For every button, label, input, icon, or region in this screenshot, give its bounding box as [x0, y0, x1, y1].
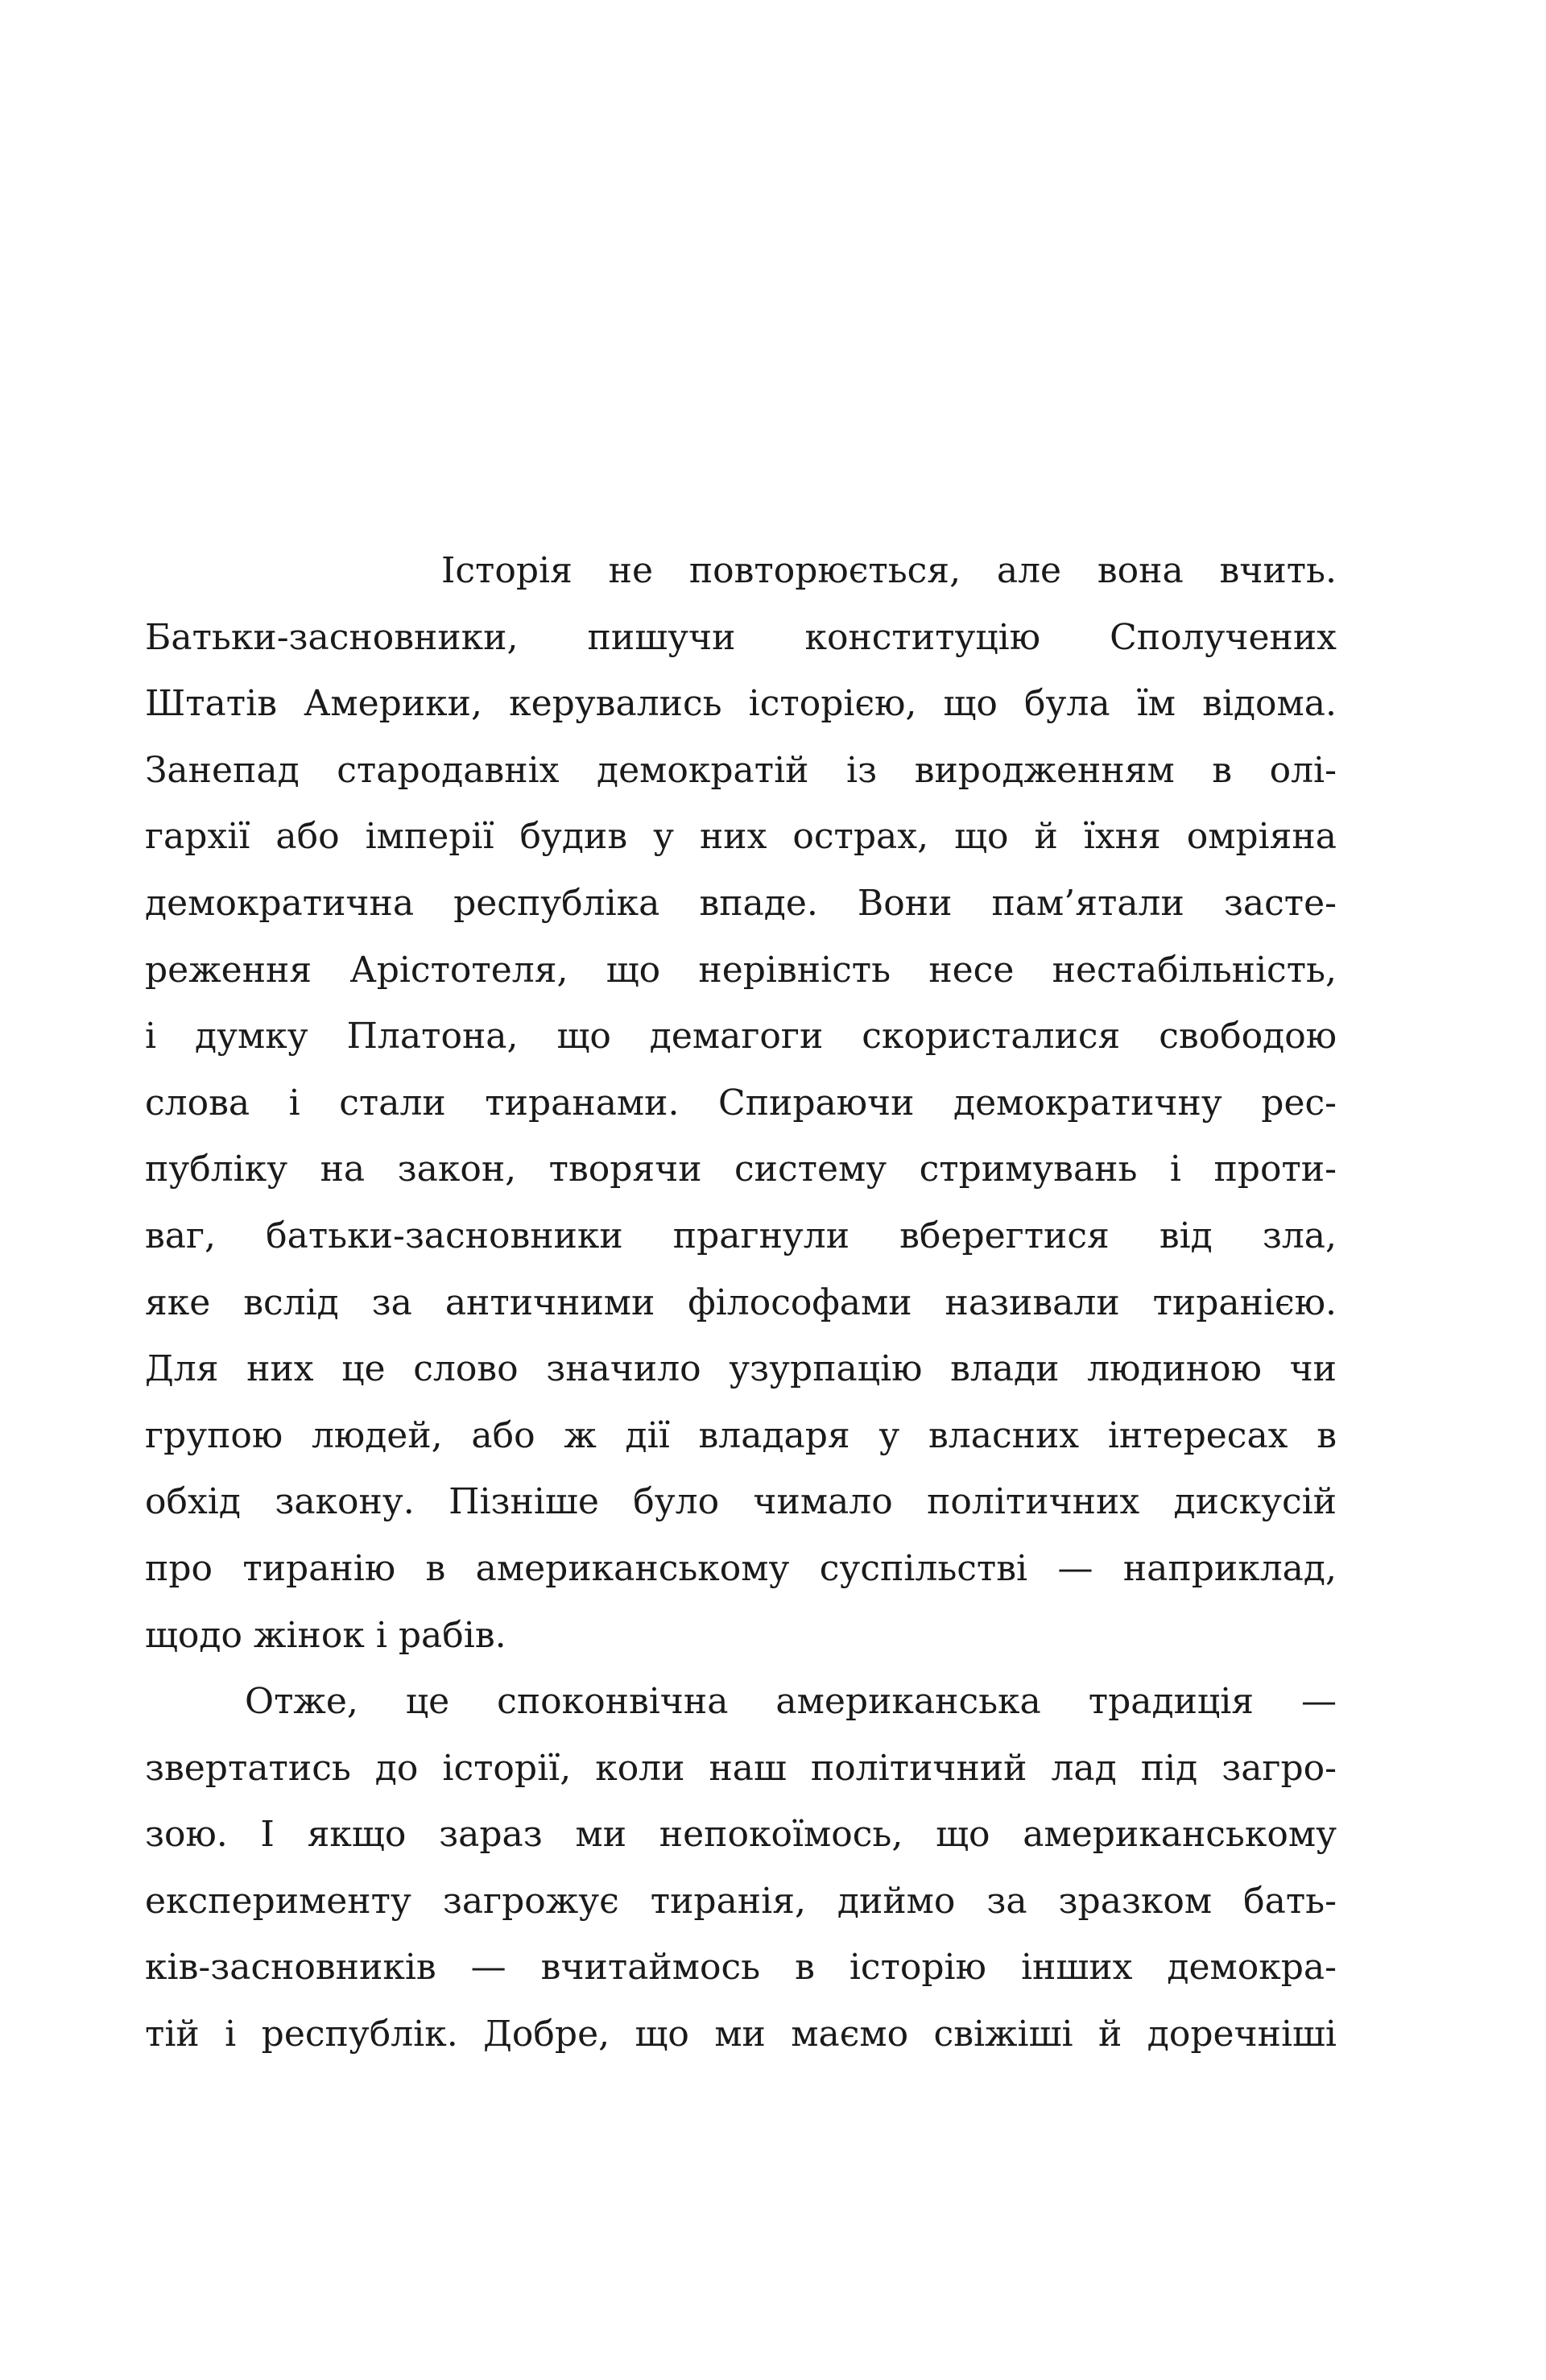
- text-line: ків-засновників — вчитаймось в історію інших демокра-: [145, 1947, 1337, 1989]
- text-line: групою людей, або ж дії владаря у власних інтересах в: [145, 1414, 1337, 1456]
- text-line: Штатів Америки, керувались історією, що була їм відома.: [145, 683, 1337, 725]
- text-line: ваг, батьки-засновники прагнули вберегтися від зла,: [145, 1215, 1337, 1256]
- text-line: Занепад стародавніх демократій із виродженням в олі-: [145, 749, 1337, 791]
- text-line: і думку Платона, що демагоги скористалися свободою: [145, 1016, 1337, 1058]
- text-line: гархії або імперії будив у них острах, що й їхня омріяна: [145, 816, 1337, 858]
- text-line: про тиранію в американському суспільстві — наприклад,: [145, 1547, 1337, 1589]
- text-line: тій і республік. Добре, що ми маємо свіжіші й доречніші: [145, 2014, 1337, 2055]
- text-line: звертатись до історії, коли наш політичний лад під загро-: [145, 1747, 1337, 1789]
- text-line: обхід закону. Пізніше було чимало політичних дискусій: [145, 1481, 1337, 1523]
- text-line: реження Арістотеля, що нерівність несе нестабільність,: [145, 949, 1337, 991]
- text-line: слова і стали тиранами. Спираючи демократичну рес-: [145, 1082, 1337, 1124]
- text-line: Отже, це споконвічна американська традиція —: [245, 1681, 1337, 1723]
- text-line: Історія не повторюється, але вона вчить.: [441, 550, 1337, 591]
- text-line: експерименту загрожує тиранія, диймо за зразком бать-: [145, 1880, 1337, 1922]
- body-text: [145, 538, 1337, 2068]
- text-line: демократична республіка впаде. Вони пам’ятали засте-: [145, 882, 1337, 924]
- text-line: щодо жінок і рабів.: [145, 1614, 506, 1656]
- paragraph-1: [145, 538, 1337, 1669]
- paragraph-2: [145, 1669, 1337, 2068]
- text-line: публіку на закон, творячи систему стримувань і проти-: [145, 1149, 1337, 1190]
- text-line: Для них це слово значило узурпацію влади людиною чи: [145, 1348, 1337, 1390]
- text-line: Батьки-засновники, пишучи конституцію Сполучених: [145, 616, 1337, 658]
- text-line: зою. І якщо зараз ми непокоїмось, що американському: [145, 1814, 1337, 1856]
- text-line: яке вслід за античними філософами називали тиранією.: [145, 1281, 1337, 1323]
